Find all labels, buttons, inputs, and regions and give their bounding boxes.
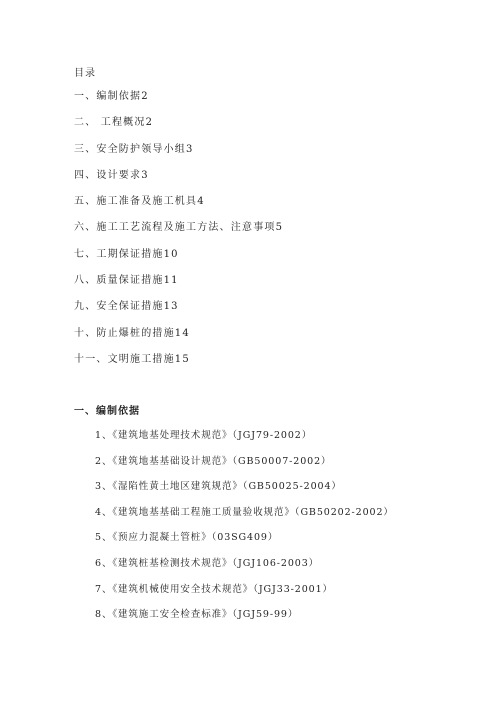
reference-item: 3、《湿陷性黄土地区建筑规范》（GB50025-2004） (95, 481, 342, 493)
toc-item: 五、施工准备及施工机具4 (74, 196, 205, 208)
reference-item: 2、《建筑地基基础设计规范》（GB50007-2002） (95, 455, 332, 467)
toc-title: 目录 (74, 68, 96, 79)
reference-item: 5、《预应力混凝土管桩》（03SG409） (95, 532, 279, 544)
reference-item: 8、《建筑施工安全检查标准》（JGJ59-99） (95, 609, 299, 621)
toc-item: 十、防止爆桩的措施14 (74, 327, 190, 339)
toc-item: 六、施工工艺流程及施工方法、注意事项5 (74, 222, 284, 234)
reference-item: 1、《建筑地基处理技术规范》（JGJ79-2002） (95, 430, 313, 441)
toc-item: 一、编制依据2 (74, 91, 149, 102)
toc-item: 八、质量保证措施11 (74, 275, 179, 287)
reference-item: 7、《建筑机械使用安全技术规范》（JGJ33-2001） (95, 583, 333, 595)
toc-item: 七、工期保证措施10 (74, 248, 179, 260)
reference-list (95, 427, 394, 632)
section-heading: 一、编制依据 (74, 406, 140, 417)
toc-item: 十一、文明施工措施15 (74, 353, 190, 365)
table-of-contents (74, 88, 283, 377)
reference-item: 4、《建筑地基基础工程施工质量验收规范》（GB50202-2002） (95, 506, 394, 518)
toc-item: 四、设计要求3 (74, 169, 149, 181)
toc-item: 二、 工程概况2 (74, 117, 154, 129)
toc-item: 三、安全防护领导小组3 (74, 143, 194, 155)
reference-item: 6、《建筑桩基检测技术规范》（JGJ106-2003） (95, 557, 320, 569)
toc-item: 九、安全保证措施13 (74, 301, 179, 313)
